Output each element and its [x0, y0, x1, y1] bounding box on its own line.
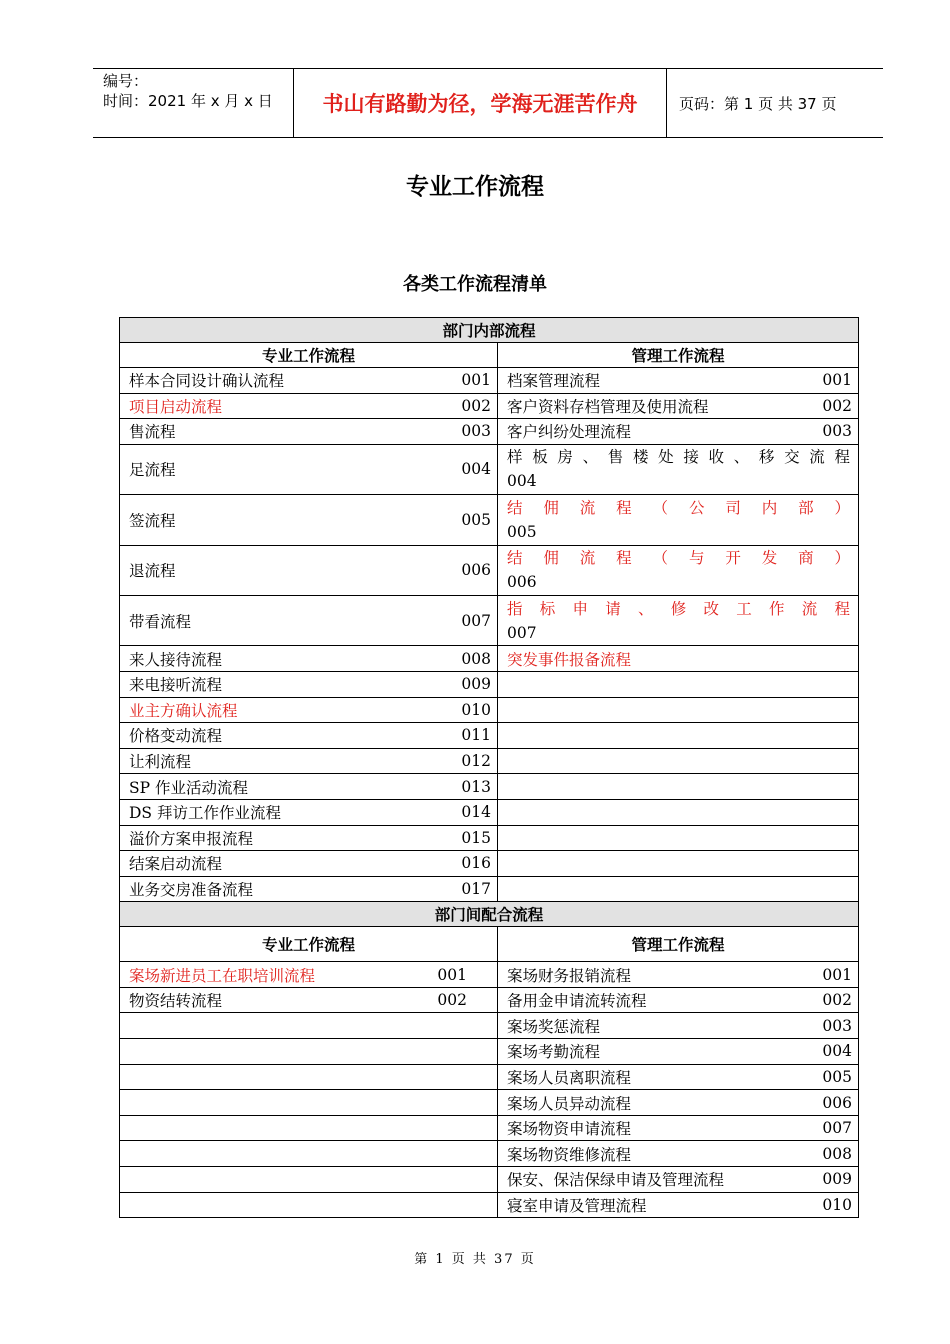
empty-cell: [120, 1167, 498, 1193]
process-cell: [498, 495, 859, 545]
process-cell: [498, 962, 859, 988]
table-row: [120, 1192, 859, 1218]
process-number: 005: [461, 510, 491, 529]
process-cell: [498, 1013, 859, 1039]
process-number: 005: [507, 522, 537, 541]
process-name: 让利流程: [129, 753, 192, 772]
process-name: 样板房、售楼处接收、移交流程: [507, 448, 851, 467]
process-name: 带看流程: [129, 612, 192, 631]
process-name: 来电接听流程: [129, 676, 223, 695]
process-name: 案场物资维修流程: [507, 1145, 632, 1164]
process-number: 002: [822, 396, 853, 415]
process-number: 004: [461, 460, 491, 479]
table-row: [120, 495, 859, 545]
process-number: 010: [461, 700, 491, 719]
process-cell: [120, 774, 498, 800]
empty-cell: [120, 1064, 498, 1090]
process-number: 007: [822, 1119, 853, 1138]
page-footer: 第 1 页 共 37 页: [414, 1252, 536, 1267]
table-row: [120, 723, 859, 749]
process-name: 案场财务报销流程: [507, 966, 632, 985]
list-title: 各类工作流程清单: [403, 274, 547, 295]
process-cell: [120, 368, 498, 394]
table-row: [120, 851, 859, 877]
process-name: SP 作业活动流程: [129, 778, 248, 797]
process-number: 006: [461, 561, 491, 580]
process-number: 003: [822, 422, 853, 441]
process-name: 结佣流程（公司内部）: [507, 498, 851, 517]
empty-cell: [498, 697, 859, 723]
process-number: 016: [461, 854, 491, 873]
empty-cell: [498, 876, 859, 902]
section-title: 部门内部流程: [120, 318, 859, 343]
process-number: 001: [461, 371, 491, 390]
process-number: 002: [437, 991, 467, 1010]
table-row: [120, 671, 859, 697]
process-number: 004: [822, 1042, 853, 1061]
process-name: 案场新进员工在职培训流程: [129, 966, 316, 985]
process-name: 备用金申请流转流程: [507, 992, 647, 1011]
empty-cell: [120, 1115, 498, 1141]
table-row: [120, 1090, 859, 1116]
process-name: 结案启动流程: [129, 855, 223, 874]
column-header: 专业工作流程: [120, 927, 498, 962]
process-name: 案场奖惩流程: [507, 1017, 601, 1036]
process-cell: [498, 393, 859, 419]
process-cell: [120, 646, 498, 672]
table-row: [120, 748, 859, 774]
process-cell: [120, 825, 498, 851]
process-cell: [120, 799, 498, 825]
empty-cell: [120, 1013, 498, 1039]
table-row: [120, 1064, 859, 1090]
number-label: 编号：: [103, 72, 149, 90]
process-name: 案场人员异动流程: [507, 1094, 632, 1113]
table-row: [120, 444, 859, 494]
process-number: 008: [822, 1144, 853, 1163]
process-name: 足流程: [129, 461, 176, 480]
empty-cell: [498, 723, 859, 749]
table-row: [120, 1039, 859, 1065]
process-cell: [120, 595, 498, 645]
process-name: 售流程: [129, 423, 176, 442]
process-cell: [498, 595, 859, 645]
process-cell: [498, 368, 859, 394]
process-cell: [120, 748, 498, 774]
process-number: 009: [822, 1170, 853, 1189]
process-name: 结佣流程（与开发商）: [507, 549, 851, 568]
table-row: [120, 1141, 859, 1167]
column-header: 专业工作流程: [120, 343, 498, 368]
process-number: 002: [461, 396, 491, 415]
process-name: 业主方确认流程: [129, 701, 238, 720]
empty-cell: [120, 1090, 498, 1116]
table-row: [120, 595, 859, 645]
empty-cell: [498, 851, 859, 877]
process-number: 001: [437, 965, 467, 984]
process-number: 013: [461, 777, 491, 796]
header-page-code: 页码：第 1 页 共 37 页: [679, 94, 837, 113]
table-row: [120, 545, 859, 595]
process-cell: [120, 444, 498, 494]
process-name: DS 拜访工作作业流程: [129, 804, 281, 823]
process-number: 011: [461, 726, 491, 745]
table-row: [120, 876, 859, 902]
process-number: 014: [461, 803, 491, 822]
empty-cell: [120, 1039, 498, 1065]
table-row: [120, 962, 859, 988]
table-row: [120, 1115, 859, 1141]
table-row: [120, 646, 859, 672]
process-number: 012: [461, 752, 491, 771]
process-name: 客户资料存档管理及使用流程: [507, 397, 709, 416]
empty-cell: [498, 748, 859, 774]
table-row: [120, 393, 859, 419]
process-cell: [498, 987, 859, 1013]
process-cell: [120, 419, 498, 445]
process-cell: [498, 1064, 859, 1090]
process-number: 001: [822, 965, 853, 984]
process-cell: [498, 419, 859, 445]
process-number: 017: [461, 879, 491, 898]
empty-cell: [498, 799, 859, 825]
table-row: [120, 774, 859, 800]
process-cell: [120, 723, 498, 749]
empty-cell: [498, 825, 859, 851]
process-name: 案场考勤流程: [507, 1043, 601, 1062]
document-title: 专业工作流程: [406, 174, 544, 200]
table-row: [120, 697, 859, 723]
process-number: 006: [822, 1093, 853, 1112]
process-name: 寝室申请及管理流程: [507, 1196, 647, 1215]
process-cell: [498, 1192, 859, 1218]
process-cell: [120, 495, 498, 545]
process-cell: [498, 1090, 859, 1116]
process-cell: [120, 545, 498, 595]
process-number: 007: [461, 611, 491, 630]
process-number: 005: [822, 1067, 853, 1086]
process-name: 样本合同设计确认流程: [129, 372, 285, 391]
process-name: 案场物资申请流程: [507, 1120, 632, 1139]
section-title: 部门间配合流程: [120, 902, 859, 927]
column-header: 管理工作流程: [498, 343, 859, 368]
time-label: 时间：2021 年 x 月 x 日: [103, 92, 273, 110]
process-name: 客户纠纷处理流程: [507, 423, 632, 442]
process-cell: [120, 393, 498, 419]
table-row: [120, 1167, 859, 1193]
empty-cell: [120, 1192, 498, 1218]
header-meta: [93, 69, 294, 137]
header-motto: 书山有路勤为径，学海无涯苦作舟: [294, 69, 667, 137]
process-name: 签流程: [129, 511, 176, 530]
process-number: 003: [461, 422, 491, 441]
process-cell: [498, 1141, 859, 1167]
process-cell: [498, 1167, 859, 1193]
process-name: 业务交房准备流程: [129, 880, 254, 899]
empty-cell: [498, 774, 859, 800]
table-row: [120, 419, 859, 445]
process-name: 项目启动流程: [129, 397, 223, 416]
page-header: [93, 68, 883, 138]
process-name: 价格变动流程: [129, 727, 223, 746]
process-number: 015: [461, 828, 491, 847]
process-number: 010: [822, 1195, 853, 1214]
process-cell: [498, 444, 859, 494]
process-number: 007: [507, 623, 537, 642]
process-name: 案场人员离职流程: [507, 1068, 632, 1087]
process-name: 物资结转流程: [129, 992, 223, 1011]
empty-cell: [120, 1141, 498, 1167]
process-number: 008: [461, 649, 491, 668]
process-number: 003: [822, 1016, 853, 1035]
process-cell: [120, 697, 498, 723]
process-name: 来人接待流程: [129, 650, 223, 669]
process-name: 档案管理流程: [507, 372, 601, 391]
process-number: 001: [822, 371, 853, 390]
process-cell: [120, 671, 498, 697]
process-cell: [498, 545, 859, 595]
process-cell: [120, 876, 498, 902]
process-cell: [498, 1039, 859, 1065]
process-cell: [120, 851, 498, 877]
process-cell: [120, 962, 498, 988]
process-name: 退流程: [129, 562, 176, 581]
process-number: 002: [822, 991, 853, 1010]
column-header: 管理工作流程: [498, 927, 859, 962]
process-number: 009: [461, 675, 491, 694]
table-row: [120, 825, 859, 851]
process-number: 004: [507, 472, 537, 491]
table-row: [120, 799, 859, 825]
process-cell: [498, 1115, 859, 1141]
table-row: [120, 368, 859, 394]
process-cell: [120, 987, 498, 1013]
process-name: 溢价方案申报流程: [129, 829, 254, 848]
process-name: 保安、保洁保绿申请及管理流程: [507, 1171, 725, 1190]
process-table: [119, 317, 859, 1218]
process-name: 指标申请、修改工作流程: [507, 599, 851, 618]
process-number: 006: [507, 573, 537, 592]
empty-cell: [498, 671, 859, 697]
table-row: [120, 1013, 859, 1039]
process-name: 突发事件报备流程: [507, 650, 632, 669]
table-row: [120, 987, 859, 1013]
process-cell: [498, 646, 859, 672]
